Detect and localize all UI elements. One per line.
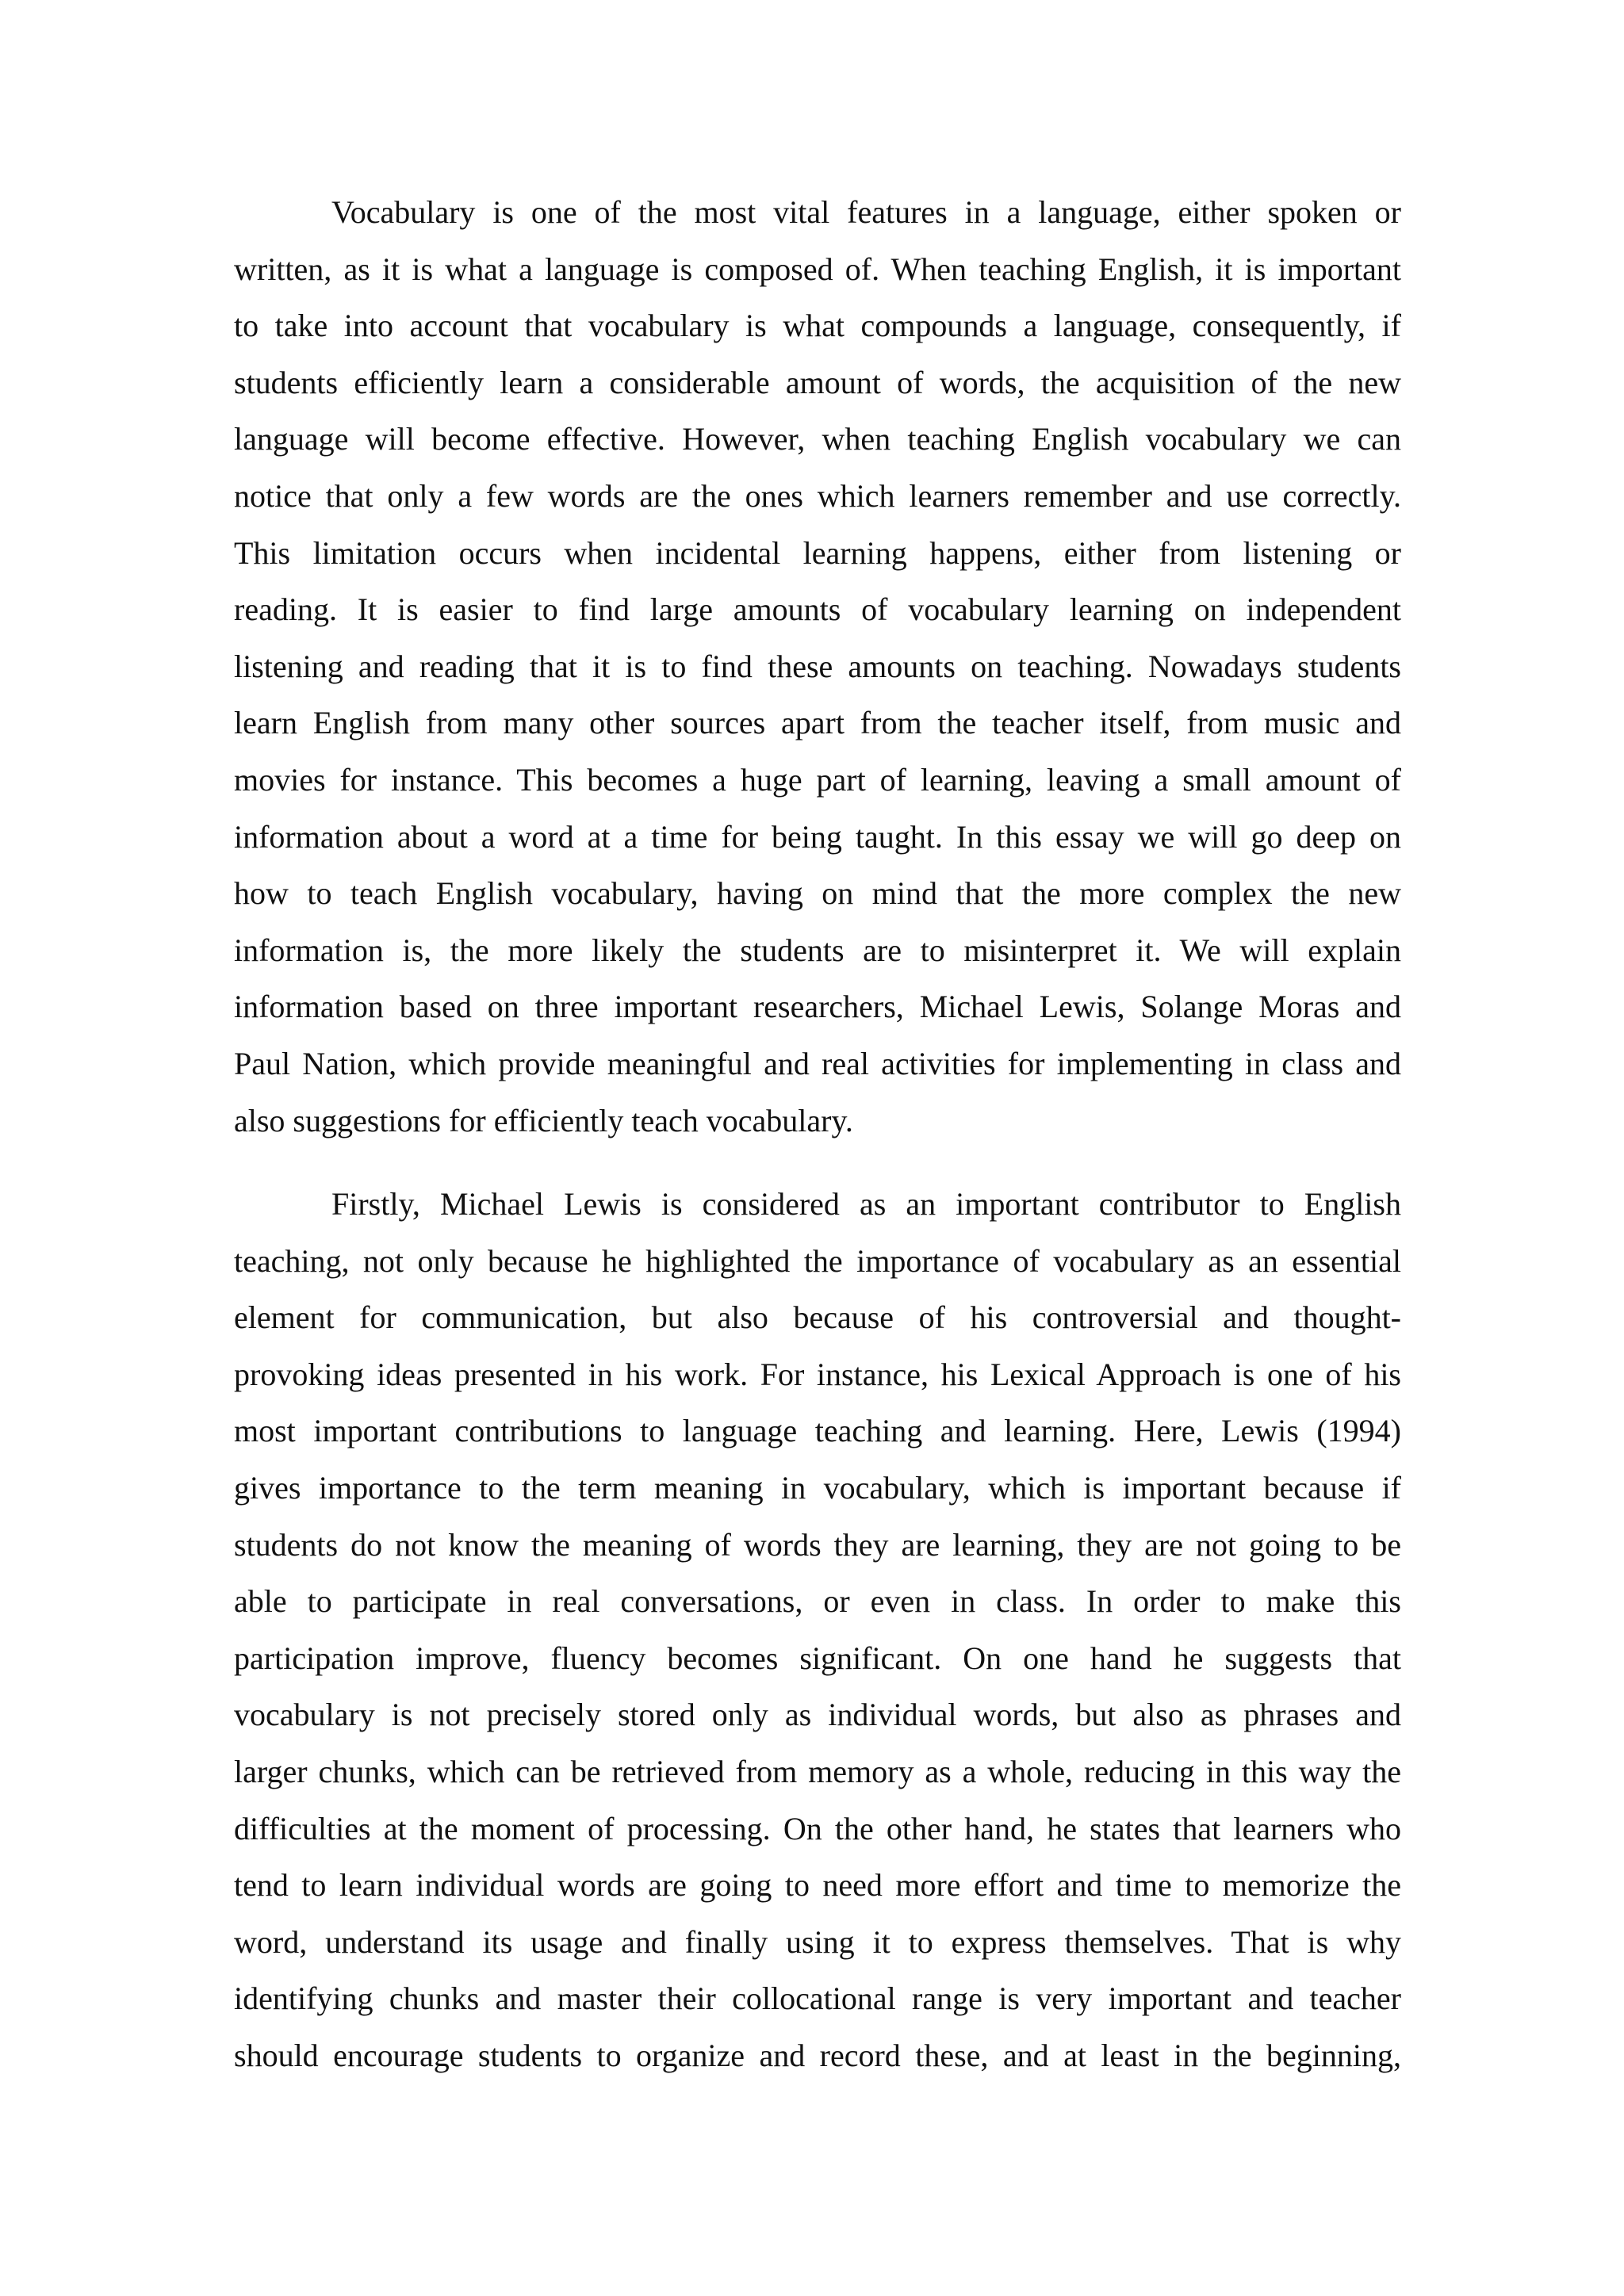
text-line: information based on three important researchers, Michael Lewis, Solange Moras and	[234, 989, 1401, 1025]
text-line: element for communication, but also because of his controversial and thought-	[234, 1299, 1401, 1336]
text-line: tend to learn individual words are going to need more effort and time to memorize the	[234, 1867, 1401, 1904]
text-line: Vocabulary is one of the most vital features in a language, either spoken or	[331, 194, 1401, 230]
text-line: written, as it is what a language is composed of. When teaching English, it is important	[234, 251, 1401, 287]
text-line: notice that only a few words are the ones which learners remember and use correctly.	[234, 477, 1401, 514]
paragraph-2	[234, 1176, 1401, 2084]
text-line: also suggestions for efficiently teach vocabulary.	[234, 1102, 853, 1138]
paragraph-1	[234, 184, 1401, 1149]
text-line: gives importance to the term meaning in vocabulary, which is important because if	[234, 1469, 1401, 1506]
text-line: learn English from many other sources apart from the teacher itself, from music and	[234, 705, 1401, 741]
text-line: information is, the more likely the students are to misinterpret it. We will explain	[234, 932, 1401, 968]
text-line: should encourage students to organize and record these, and at least in the beginning,	[234, 2037, 1401, 2073]
text-line: Firstly, Michael Lewis is considered as an important contributor to English	[331, 1186, 1401, 1222]
text-line: movies for instance. This becomes a huge part of learning, leaving a small amount of	[234, 761, 1401, 798]
text-line: provoking ideas presented in his work. For instance, his Lexical Approach is one of his	[234, 1356, 1401, 1392]
text-line: difficulties at the moment of processing. On the other hand, he states that learners who	[234, 1810, 1401, 1846]
text-line: identifying chunks and master their collocational range is very important and teacher	[234, 1980, 1401, 2017]
text-line: Paul Nation, which provide meaningful and real activities for implementing in class and	[234, 1045, 1401, 1081]
text-line: students efficiently learn a considerable amount of words, the acquisition of the new	[234, 364, 1401, 400]
text-line: larger chunks, which can be retrieved from memory as a whole, reducing in this way the	[234, 1753, 1401, 1789]
text-line: students do not know the meaning of words they are learning, they are not going to be	[234, 1526, 1401, 1563]
text-line: word, understand its usage and finally using it to express themselves. That is why	[234, 1923, 1401, 1960]
text-line: teaching, not only because he highlighted the importance of vocabulary as an essential	[234, 1242, 1401, 1279]
text-line: vocabulary is not precisely stored only as individual words, but also as phrases and	[234, 1697, 1401, 1733]
text-line: to take into account that vocabulary is what compounds a language, consequently, if	[234, 308, 1401, 344]
text-line: listening and reading that it is to find these amounts on teaching. Nowadays students	[234, 648, 1401, 684]
text-line: participation improve, fluency becomes significant. On one hand he suggests that	[234, 1640, 1401, 1676]
text-line: reading. It is easier to find large amounts of vocabulary learning on independent	[234, 591, 1401, 628]
text-line: most important contributions to language teaching and learning. Here, Lewis (1994)	[234, 1413, 1401, 1449]
text-line: able to participate in real conversations, or even in class. In order to make this	[234, 1583, 1401, 1620]
text-line: how to teach English vocabulary, having on mind that the more complex the new	[234, 875, 1401, 912]
text-line: language will become effective. However, when teaching English vocabulary we can	[234, 421, 1401, 457]
text-line: This limitation occurs when incidental learning happens, either from listening or	[234, 534, 1401, 571]
text-line: information about a word at a time for being taught. In this essay we will go deep on	[234, 818, 1401, 855]
